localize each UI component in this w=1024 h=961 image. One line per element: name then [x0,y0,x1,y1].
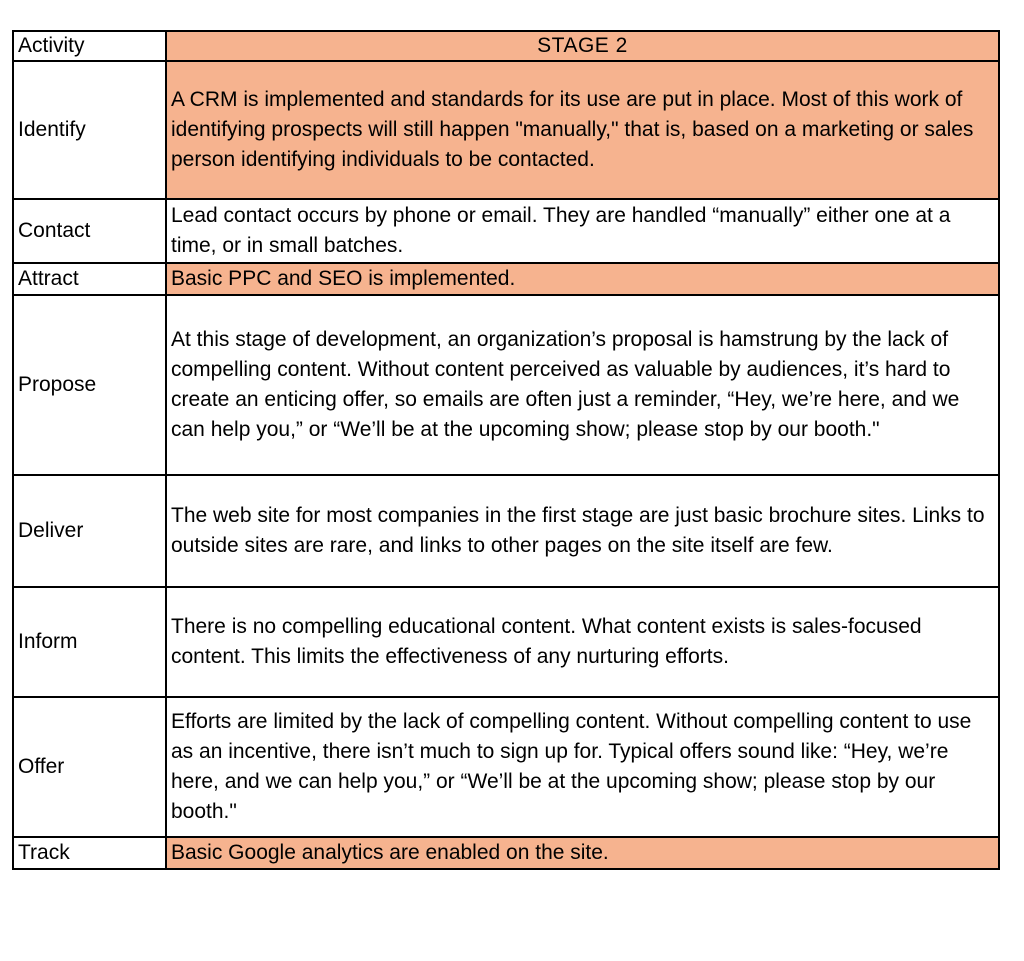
table-row [13,295,999,475]
description-cell: At this stage of development, an organization’s proposal is hamstrung by the lack of compelling content. Without content perceived as valuable by audiences, it’s hard to create an enticing offer, so emails are often just a reminder, “Hey, we’re here, and we can help you,” or “We’ll be at the upcoming show; please stop by our booth." [166,295,999,475]
activity-column-header: Activity [13,31,166,61]
table-row [13,61,999,199]
stage-column-header: STAGE 2 [166,31,999,61]
activity-cell: Offer [13,697,166,837]
description-cell: Basic Google analytics are enabled on the site. [166,837,999,869]
table-row [13,199,999,263]
table-row [13,475,999,587]
description-cell: A CRM is implemented and standards for its use are put in place. Most of this work of identifying prospects will still happen "manually," that is, based on a marketing or sales person identifying individuals to be contacted. [166,61,999,199]
description-cell: Basic PPC and SEO is implemented. [166,263,999,295]
description-cell: The web site for most companies in the first stage are just basic brochure sites. Links to outside sites are rare, and links to other pages on the site itself are few. [166,475,999,587]
table-row [13,697,999,837]
description-cell: There is no compelling educational content. What content exists is sales-focused content. This limits the effectiveness of any nurturing efforts. [166,587,999,697]
table-row [13,263,999,295]
stage-table [12,30,1000,870]
activity-cell: Contact [13,199,166,263]
activity-cell: Propose [13,295,166,475]
activity-cell: Attract [13,263,166,295]
activity-cell: Identify [13,61,166,199]
description-cell: Lead contact occurs by phone or email. They are handled “manually” either one at a time, or in small batches. [166,199,999,263]
table-row [13,837,999,869]
activity-cell: Track [13,837,166,869]
table-row [13,587,999,697]
activity-cell: Deliver [13,475,166,587]
activity-cell: Inform [13,587,166,697]
description-cell: Efforts are limited by the lack of compelling content. Without compelling content to use as an incentive, there isn’t much to sign up for. Typical offers sound like: “Hey, we’re here, and we can help you,” or “We’ll be at the upcoming show; please stop by our booth." [166,697,999,837]
header-row [13,31,999,61]
